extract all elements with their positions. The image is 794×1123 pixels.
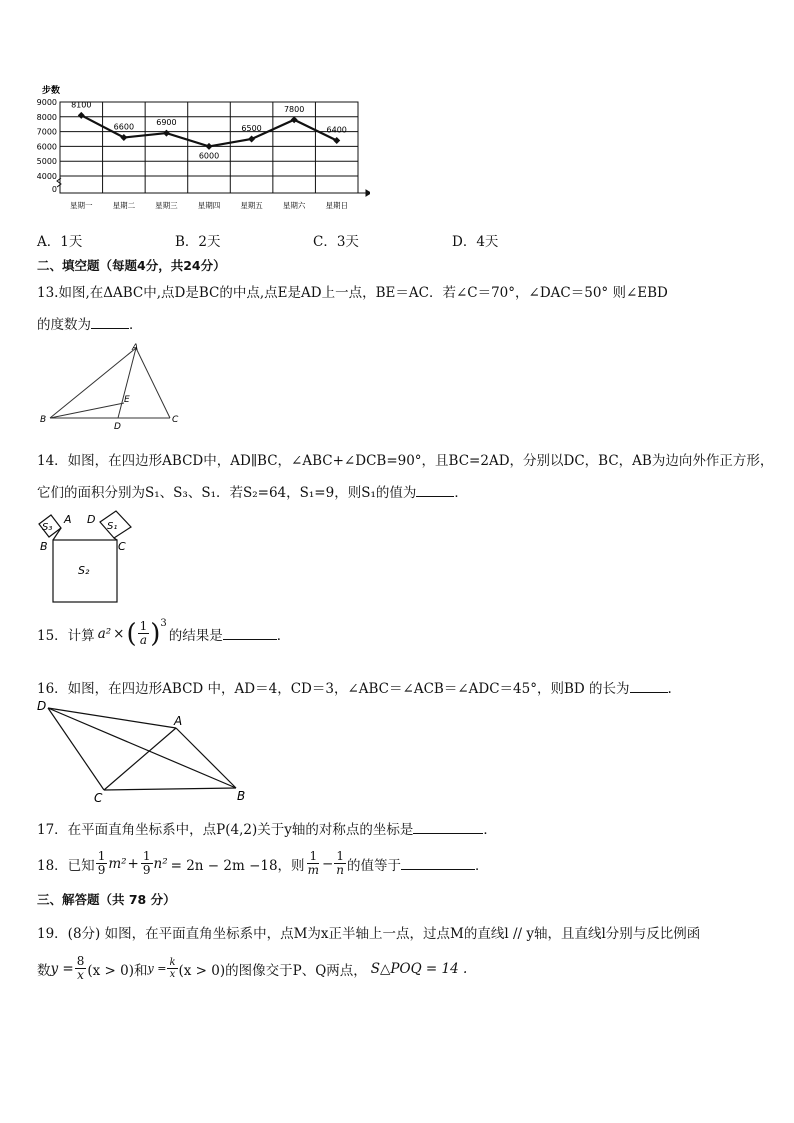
x-tick-label: 星期三 — [155, 201, 178, 210]
q14-label-s1: S₁ — [107, 521, 118, 532]
option-a: A．1天 — [37, 234, 83, 250]
x-tick-label: 星期四 — [197, 201, 221, 210]
q14-squares-figure — [34, 508, 144, 608]
data-label: 6600 — [113, 122, 135, 132]
data-label: 6400 — [326, 125, 347, 135]
option-c: C．3天 — [313, 234, 359, 250]
q13-triangle-figure — [36, 340, 186, 430]
q18: 18．已知 $\frac{1}{9}$ m² + $\frac{1}{9}$ n² = 2n − 2m −18，则 $\frac{1}{m}$ − $\frac{1}{n}$ 的值等于 ． — [37, 849, 489, 877]
q13-label-b: B — [40, 415, 47, 425]
q13-label-c: C — [172, 415, 179, 425]
q14-label-a: A — [64, 513, 72, 526]
data-point — [291, 116, 298, 123]
q16-label-b: B — [237, 789, 246, 803]
q19-line2: 数 y = $\frac{8}{x}$ (x > 0)和 y = $\frac{k}{x}$ (x > 0)的图像交于P、Q两点， S△POQ = 14 . — [37, 954, 468, 982]
q13-line1: 13.如图,在ΔABC中,点D是BC的中点,点E是AD上一点，BE＝AC．若∠C＝70°，∠DAC＝50° 则∠EBD — [37, 285, 668, 301]
data-label: 6900 — [156, 118, 177, 128]
q13-line2: 的度数为 ． — [37, 317, 143, 333]
y-tick-label: 9000 — [36, 98, 57, 107]
q15: 15．计算 a² × ( $\frac{1}{a}$ ) 3 的结果是 ． — [37, 618, 291, 649]
chart-y-label: 步数 — [42, 86, 61, 96]
y-tick-label: 4000 — [36, 172, 57, 181]
q13-label-d: D — [114, 422, 121, 430]
y-tick-label: 6000 — [36, 142, 57, 152]
data-point — [206, 143, 213, 150]
data-point — [333, 137, 340, 144]
x-tick-label: 星期二 — [112, 201, 136, 210]
q14-label-c: C — [118, 540, 126, 553]
section-2-heading: 二、填空题（每题4分，共24分） — [37, 258, 226, 273]
data-label: 8100 — [71, 100, 92, 110]
q14-line2: 它们的面积分别为S₁、S₃、S₁．若S₂=64，S₁=9，则S₁的值为 ． — [37, 485, 468, 501]
data-point — [248, 136, 255, 143]
q16-line1: 16．如图，在四边形ABCD 中，AD＝4，CD＝3，∠ABC＝∠ACB＝∠ADC＝45°，则BD 的长为 . — [37, 681, 672, 697]
data-label: 6500 — [241, 124, 262, 133]
x-tick-label: 星期六 — [282, 201, 306, 210]
steps-line-chart — [30, 80, 370, 220]
y-tick-label: 7000 — [36, 127, 57, 137]
y-tick-label: 5000 — [36, 157, 57, 167]
q19-line1: 19．(8分) 如图，在平面直角坐标系中，点M为x正半轴上一点，过点M的直线l // y轴，且直线l分别与反比例函 — [37, 926, 701, 942]
x-tick-label: 星期五 — [240, 201, 263, 210]
q14-label-s2: S₂ — [78, 564, 90, 577]
q16-label-d: D — [37, 699, 47, 713]
q13-label-a: A — [132, 343, 139, 353]
q14-label-s3: S₃ — [42, 522, 53, 533]
x-axis-arrow — [366, 190, 370, 196]
q14-line1: 14．如图，在四边形ABCD中，AD∥BC，∠ABC+∠DCB=90°，且BC=2AD，分别以DC，BC，AB为边向外作正方形， — [37, 453, 774, 469]
q17: 17．在平面直角坐标系中，点P(4,2)关于y轴的对称点的坐标是 ． — [37, 822, 497, 838]
y-tick-label: 8000 — [36, 112, 57, 122]
x-tick-label: 星期日 — [325, 201, 348, 210]
data-label: 7800 — [283, 104, 305, 114]
q16-quadrilateral-figure — [34, 698, 254, 806]
q14-label-b: B — [40, 540, 48, 553]
q16-label-c: C — [94, 791, 103, 805]
option-d: D．4天 — [452, 234, 499, 250]
q13-label-e: E — [124, 395, 130, 405]
x-tick-label: 星期一 — [70, 201, 93, 210]
option-b: B．2天 — [175, 234, 221, 250]
q16-label-a: A — [174, 714, 183, 728]
section-3-heading: 三、解答题（共 78 分） — [37, 892, 176, 907]
y-tick-label: 0 — [51, 185, 57, 194]
q14-label-d: D — [87, 513, 96, 526]
data-point — [163, 130, 170, 137]
data-label: 6000 — [198, 151, 220, 161]
